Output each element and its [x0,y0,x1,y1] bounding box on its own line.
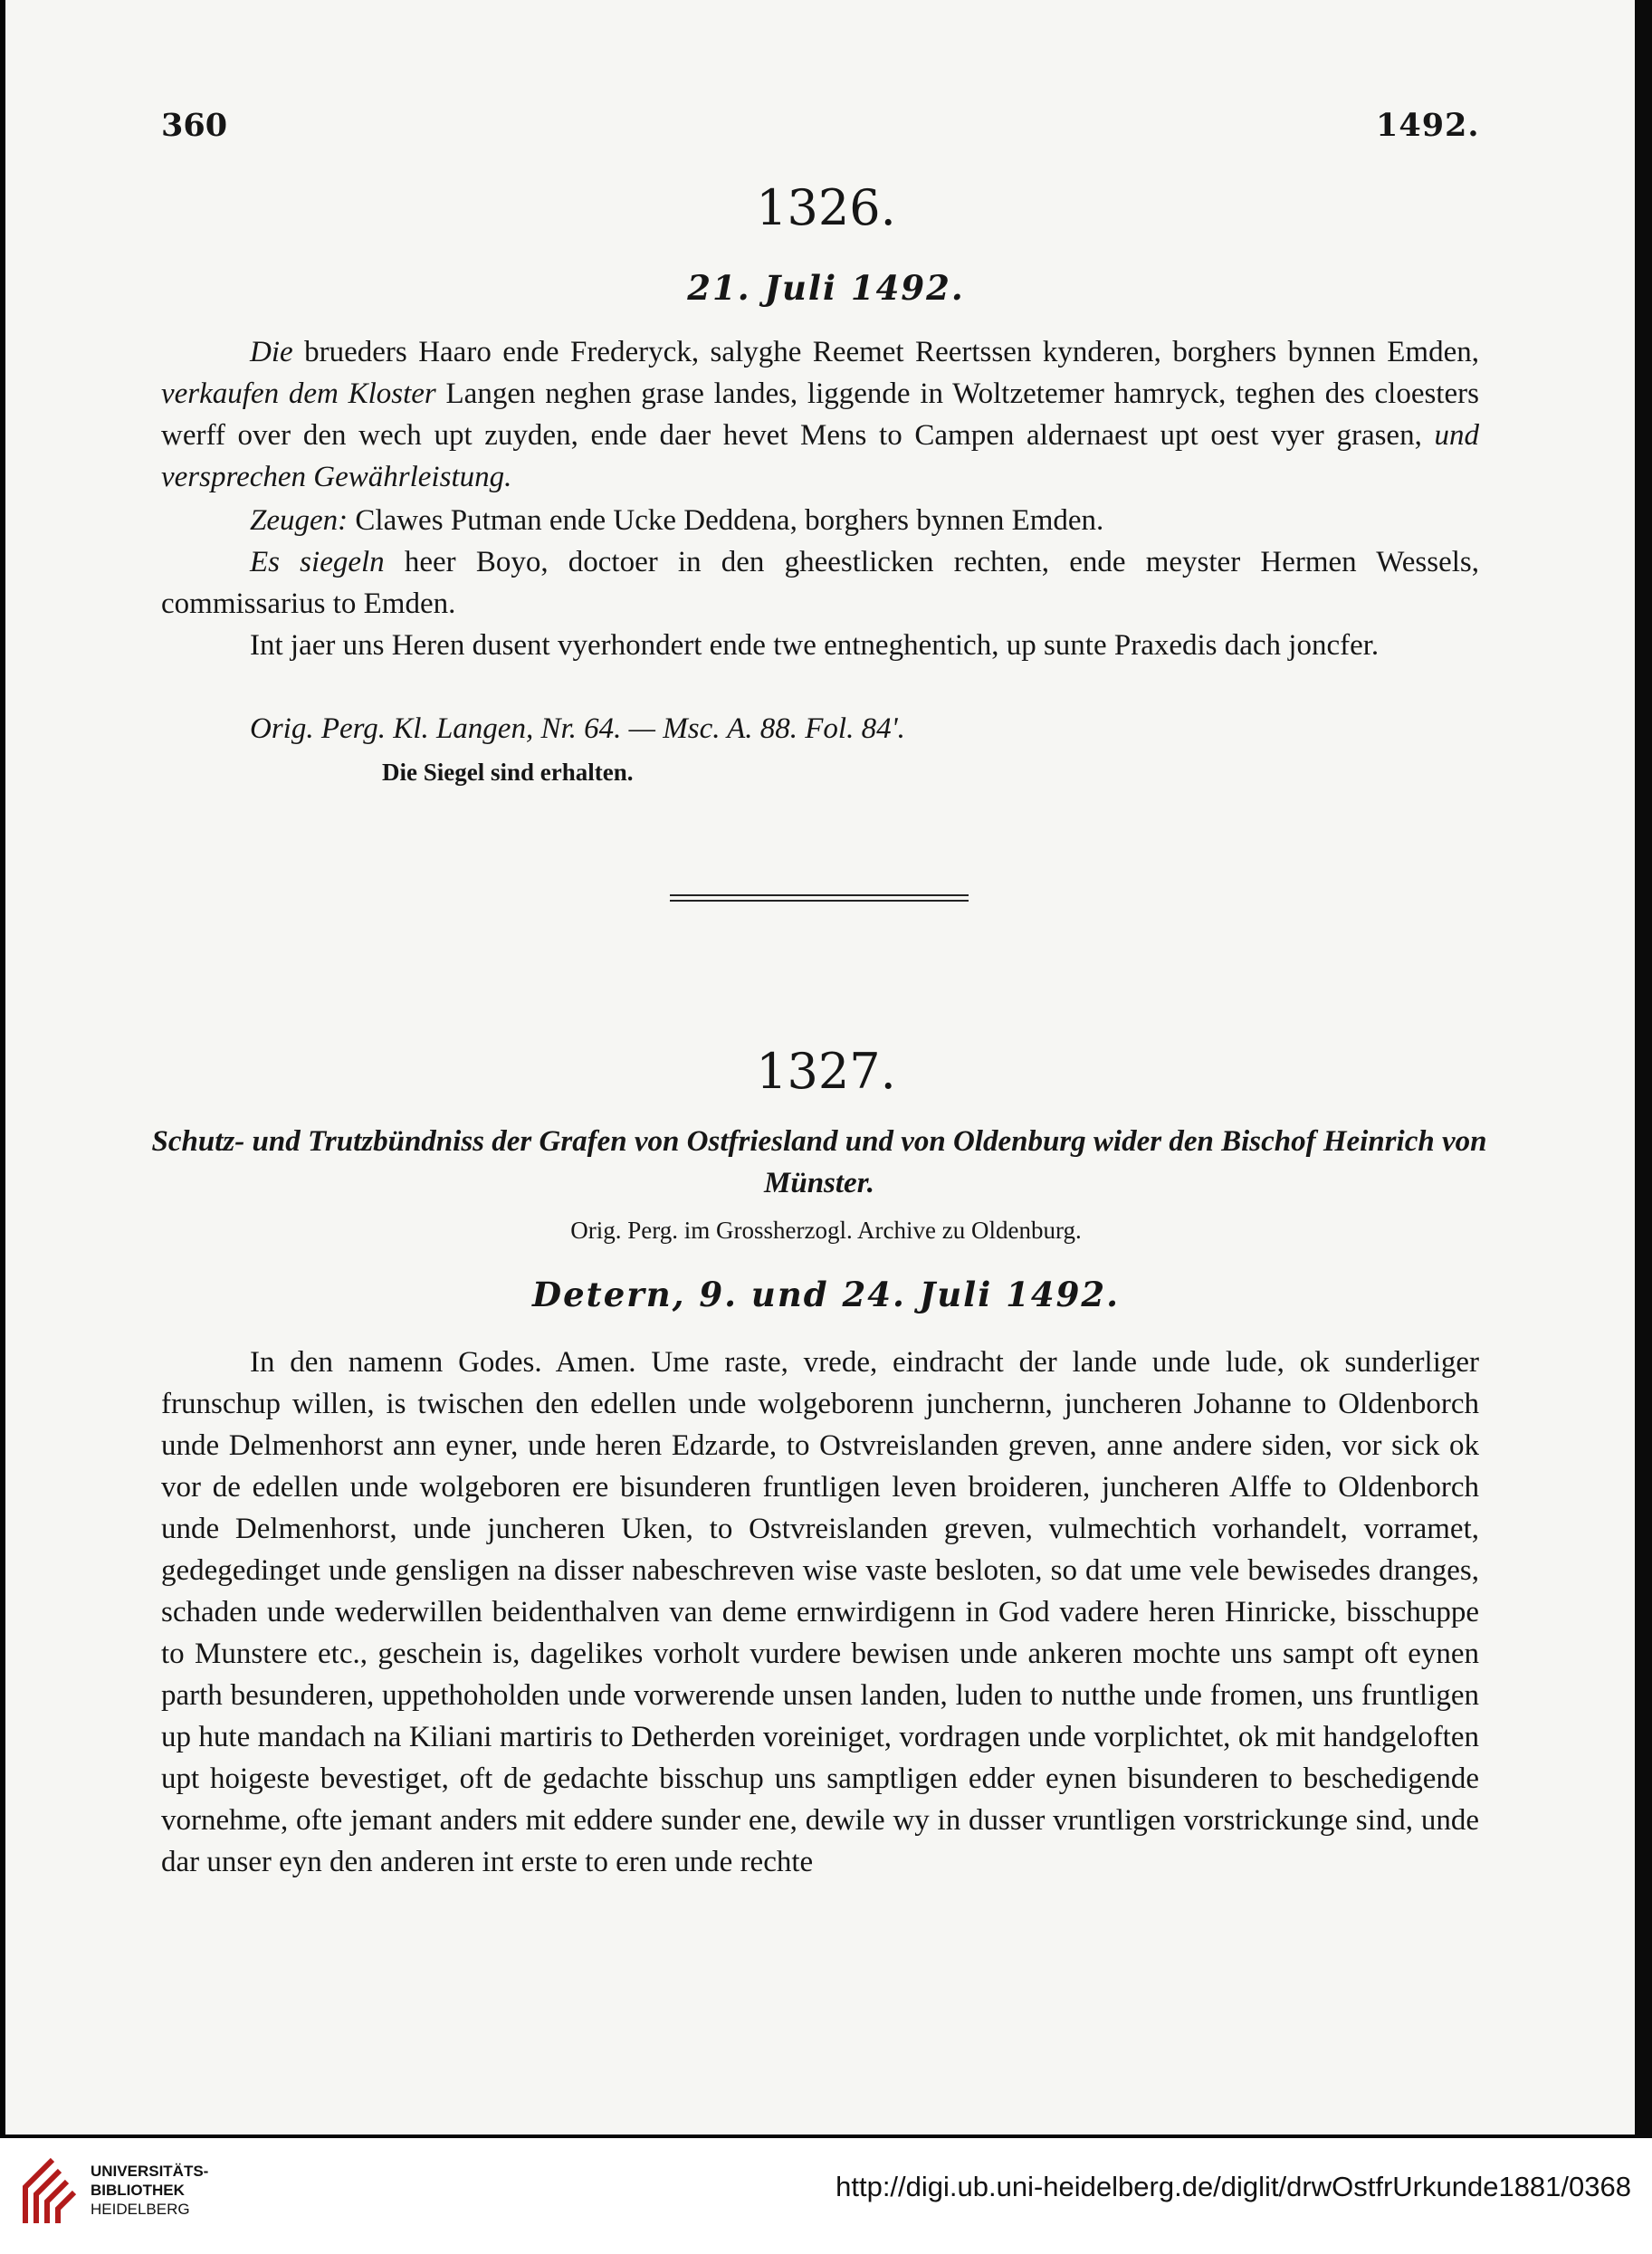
charter-text: In den namenn Godes. Amen. Ume raste, vrede, eindracht der lande unde lude, ok sunderliger frunschup willen, is twischen den edellen unde wolgeborenn junchernn, juncheren Johanne to Oldenborch unde Delmenhorst ann eyner, unde heren Edzarde, to Ostvreislanden greven, anne andere siden, vor sick ok vor de edellen unde wolgeboren ere bisunderen fruntligen leven broideren, juncheren Alffe to Oldenborch unde Delmenhorst, unde juncheren Uken, to Ostvreislanden greven, vulmechtich vorhandelt, vorramet, gedegedinget unde gensligen na disser nabeschreven wise vaste besloten, so dat ume vele bewisedes dranges, schaden unde wederwillen beidenthalven van deme ernwirdigenn in God vadere heren Hinricke, bisschuppe to Munstere etc., geschein is, dagelikes vorholt vurdere bewisen unde ankeren mochte uns sampt oft eynen parth besunderen, uppethoholden unde vorwerende unsen landen, luden to nutthe unde fromen, uns fruntligen up hute mandach na Kiliani martiris to Detherden voreiniget, vordragen unde vorplichtet, ok mit handgeloften upt hoigeste bevestiget, oft de gedachte bisschup uns samptligen edder eynen bisunderen to beschedigende vornehme, ofte jemant anders mit eddere sunder ene, dewile wy in dusser vruntligen vorstrickunge sind, unde dar unser eyn den anderen int erste to eren unde rechte [161,1346,1479,1878]
text-verkaufen: verkaufen dem Kloster [161,377,436,410]
library-line-1: UNIVERSITÄTS- [91,2163,209,2180]
text-die: Die [250,336,293,368]
text-witnesses: Clawes Putman ende Ucke Deddena, borghers bynnen Emden. [348,504,1104,537]
document-number-1326: 1326. [756,179,896,236]
section-divider-bottom [670,900,969,902]
text-seals: heer Boyo, doctoer in den gheestlicken rechten, ende meyster Hermen Wessels, commissarius to Emden. [161,546,1479,620]
document-date-1326: 21. Juli 1492. [687,268,965,308]
page-number: 360 [161,107,228,144]
source-reference-1327: Orig. Perg. im Grossherzogl. Archive zu Oldenburg. [570,1217,1082,1244]
source-reference-1326: Orig. Perg. Kl. Langen, Nr. 64. — Msc. A. 88. Fol. 84ʹ. [250,712,905,745]
paragraph-dating: Int jaer uns Heren dusent vyerhondert ende twe entneghentich, up sunte Praxedis dach joncfer. [250,629,1380,662]
library-line-2: BIBLIOTHEK [91,2182,185,2199]
label-zeugen: Zeugen: [250,504,349,537]
paragraph-witnesses [161,500,1479,541]
library-line-3: HEIDELBERG [91,2201,190,2218]
university-library-logo-icon [16,2151,80,2232]
library-name [91,2162,208,2219]
section-divider-top [670,894,969,896]
running-year: 1492. [1376,107,1480,144]
label-siegeln: Es siegeln [250,546,385,578]
document-date-1327: Detern, 9. und 24. Juli 1492. [532,1275,1120,1314]
text-summary-a: brueders Haaro ende Frederyck, salyghe Reemet Reertssen kynderen, borghers bynnen Emden, [292,336,1479,368]
paragraph-seals [161,541,1479,625]
permalink-url[interactable]: http://digi.ub.uni-heidelberg.de/diglit/drwOstfrUrkunde1881/0368 [836,2171,1631,2202]
paragraph-summary [161,331,1479,498]
seal-note: Die Siegel sind erhalten. [382,759,634,786]
text-summary-b: Langen neghen grase landes, liggende in Woltzetemer hamryck, teghen des cloesters werff over den wech upt zuyden, ende daer hevet Mens to Campen aldernaest upt oest vyer grasen, [161,377,1479,452]
text-versprechen: und versprechen Gewährleistung. [161,419,1479,493]
document-number-1327: 1327. [756,1043,896,1100]
document-title-1327: Schutz- und Trutzbündniss der Grafen von Ostfriesland und von Oldenburg wider den Bischof Heinrich von Münster. [151,1125,1487,1199]
